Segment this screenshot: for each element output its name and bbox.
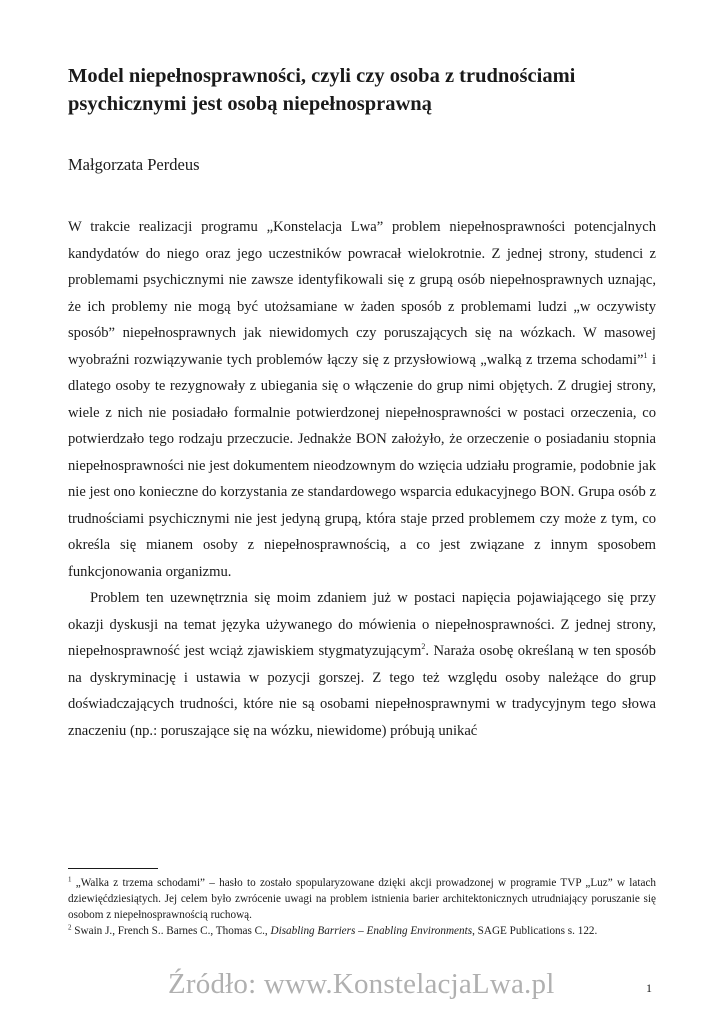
- paragraph: [68, 214, 656, 585]
- footnote-text: „Walka z trzema schodami” – hasło to zostało spopularyzowane dzięki akcji prowadzonej w programie TVP „Luz” w latach dziewięćdziesiątych. Jej celem było zwrócenie uwagi na problem istnienia barier architektonicznych utrudniający poruszanie się osobom z niepełnosprawnością ruchową.: [68, 877, 656, 921]
- footnote-book-title: Disabling Barriers – Enabling Environments: [270, 925, 473, 937]
- paragraph-text: W trakcie realizacji programu „Konstelacja Lwa” problem niepełnosprawności potencjalnych kandydatów do niego oraz jego uczestników powracał wielokrotnie. Z jednej strony, studenci z problemami psychicznymi nie zawsze identyfikowali się z grupą osób niepełnosprawnych uznając, że ich problemy nie mogą być utożsamiane w żaden sposób z problemami ludzi „w oczywisty sposób” niepełnosprawnych jak niewidomych czy poruszających się na wózkach. W masowej wyobraźni rozwiązywanie tych problemów łączy się z przysłowiową „walką z trzema schodami”: [68, 219, 656, 368]
- source-watermark: Źródło: www.KonstelacjaLwa.pl: [168, 968, 555, 1000]
- footnote: [68, 923, 656, 939]
- author-name: Małgorzata Perdeus: [68, 155, 200, 174]
- paragraph-text: i dlatego osoby te rezygnowały z ubiegania się o włączenie do grup nimi objętych. Z drugiej strony, wiele z nich nie posiadało formalnie potwierdzonej niepełnosprawności w postaci orzeczenia, co potwierdzało tego rodzaju przeczucie. Jednakże BON założyło, że orzeczenie o posiadaniu stopnia niepełnosprawności nie jest dokumentem nieodzownym do wzięcia udziału programie, podobnie jak nie jest ono konieczne do korzystania ze standardowego wsparcia edukacyjnego BON. Grupa osób z trudnościami psychicznymi nie jest jedyną grupą, która staje przed problemem czy może z tym, co określa się mianem osoby z niepełnosprawnością, a co jest związane z innym sposobem funkcjonowania organizmu.: [68, 351, 657, 580]
- footnote-ref[interactable]: 1: [643, 350, 648, 360]
- paragraph: [68, 585, 656, 744]
- page-number: 1: [646, 981, 652, 995]
- footnote-marker: 1: [68, 875, 72, 884]
- paragraph-text: . Naraża osobę określaną w ten sposób na dyskryminację i ustawia w pozycji gorszej. Z tego też względu osoby należące do grup doświadczających trudności, które nie są osobami niepełnosprawnymi w tradycyjnym tego słowa znaczeniu (np.: poruszające się na wózku, niewidome) próbują unikać: [68, 643, 656, 739]
- body-text: [68, 214, 656, 744]
- footnote-text: Swain J., French S.. Barnes C., Thomas C.,: [71, 925, 271, 937]
- footnotes: [68, 875, 656, 939]
- paragraph-text: Problem ten uzewnętrznia się moim zdaniem już w postaci napięcia pojawiającego się przy okazji dyskusji na temat języka używanego do mówienia o niepełnosprawności. Z jednej strony, niepełnosprawność jest wciąż zjawiskiem stygmatyzującym: [68, 590, 656, 659]
- footnote-text: , SAGE Publications s. 122.: [472, 925, 598, 937]
- footnote-marker: 2: [68, 923, 72, 932]
- footnote: [68, 875, 656, 923]
- footnote-divider: [68, 868, 158, 869]
- footnote-ref[interactable]: 2: [421, 642, 426, 652]
- document-title: Model niepełnosprawności, czyli czy osoba z trudnościami psychicznymi jest osobą niepełnosprawną: [68, 65, 576, 115]
